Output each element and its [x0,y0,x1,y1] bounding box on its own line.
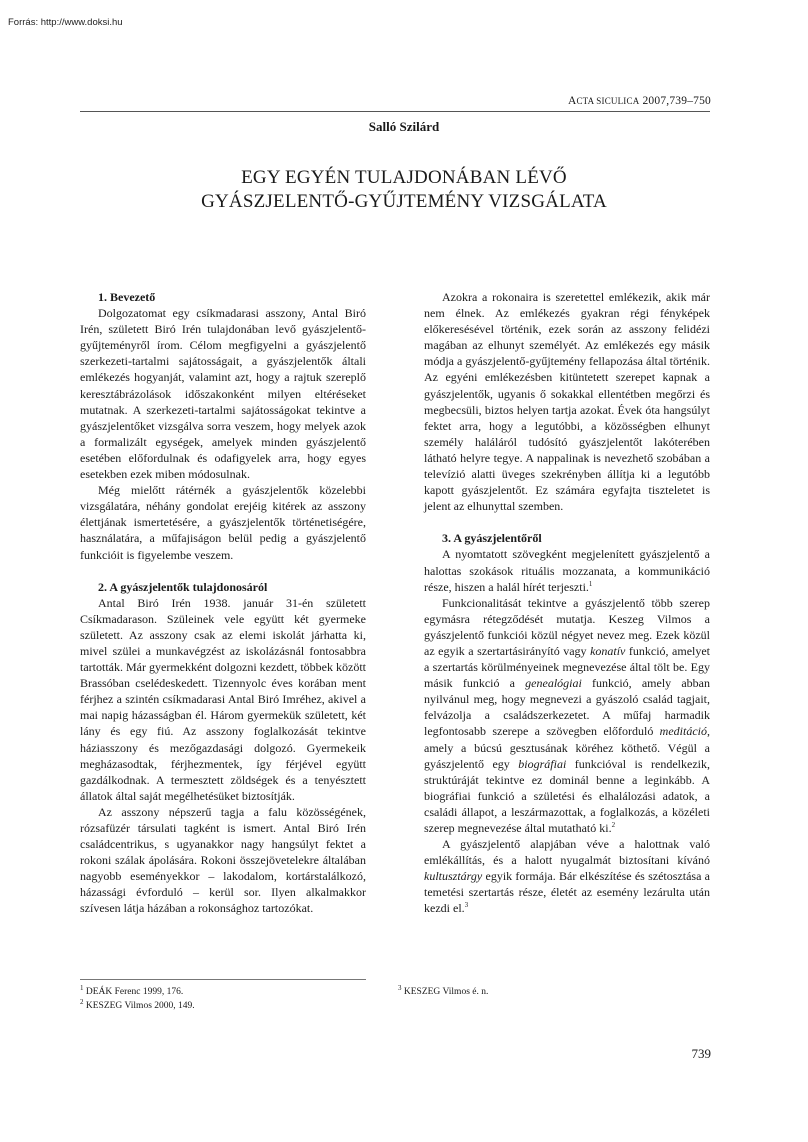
page-number: 739 [691,1046,711,1061]
footnotes-right [398,983,489,1000]
footnote: $^1$ DEÁK Ferenc 1999, 176. [80,983,184,997]
footnote-ref[interactable]: 1 [588,579,593,588]
author-name: Salló Szilárd [368,119,440,134]
header-rule [80,111,710,112]
footnote-separator [80,979,366,980]
title-line-1: EGY EGYÉN TULAJDONÁBAN LÉVŐ [241,167,567,188]
paragraph: Az asszony népszerű tagja a falu közösségének, rózsafüzér társulati tagként is ismert. Antal Biró Irén családcentrikus, s ugyanakkor nagy hangsúlyt fektet a rokoni szálak ápolására. Rokoni összejövetelekre általában nagyobb eseményekkor – lakodalom, kortárstalálkozó, házassági évforduló – kerül sor. Ilyen alkalmakkor szívesen látja házában a rokonsághoz tartozókat. [80,804,366,916]
journal-reference [568,95,711,107]
section-heading-2: 2. A gyászjelentők tulajdonosáról [98,579,268,594]
source-url: Forrás: http://www.doksi.hu [8,17,123,28]
article-title [0,166,808,214]
paragraph: Még mielőtt rátérnék a gyászjelentők közelebbi vizsgálatára, néhány gondolat erejéig kitérek az asszony élettjának ismertetésére, a gyászjelentők történetiségére, használatára, a műfajiságon belül pedig a gyászjelentő funkcióit is figyelembe veszem. [80,483,366,562]
left-column [80,289,366,917]
footnote: $^3$ KESZEG Vilmos é. n. [398,983,489,997]
footnote-ref[interactable]: 2 [611,821,616,829]
journal-pages: 2007,739–750 [642,95,711,107]
paragraph: A nyomtatott szövegként megjelenített gyászjelentő a halottas szokások rituális mozzanata, a kommunikáció része, hiszen a halál hírét terjeszti.$^1$ [424,547,710,594]
footnotes-left [80,983,195,1013]
paragraph: Azokra a rokonaira is szeretettel emlékezik, akik már nem élnek. Az emlékezés gyakran régi fényképek előkeresésével történik, ezek során az asszony felidézi magában az elhunyt személyét. Az emlékezés egy másik módja a gyászjelentő-gyűjtemény fellapozása által történik. Az egyéni emlékezésben kitüntetett szerepet kapnak a gyászjelentők, ugyanis ő sokakkal ellentétben megőrzi és megbecsüli, biztos helyen tartja azokat. Évek óta hangsúlyt fektet arra, hogy a legutóbbi, a közösségben elhunyt személy haláláról tudósító gyászjelentőt lakóterében látható helyre tegye. A nappalinak is nevezhető szobában a televízió alatti üveges szekrényben állítja ki a legutóbb kapott gyászjelentőt. Ez számára egyfajta tiszteletet is jelent az elhunyttal szemben. [424,290,710,514]
paragraph: Dolgozatomat egy csíkmadarasi asszony, Antal Biró Irén, született Biró Irén tulajdonában levő gyászjelentő-gyűjteményről írom. Célom megfigyelni a gyászjelentő szerkezeti-tartalmi sajátosságait, a gyászjelentők általi emlékezés hogyanját, valamint azt, hogy a rajtuk szereplő keresztábrázolások időszakonként milyen eltéréseket mutatnak. A szerkezeti-tartalmi sajátosságokat tekintve a gyászjelentőket vizsgálva sorra veszem, hogy melyek azok a formalizált egységek, amelyek minden gyászjelentő esetében előfordulnak és odafigyelek arra, hogy egyes esetekben ezek miben módosulnak. [80,306,366,482]
paragraph: Antal Biró Irén 1938. január 31-én született Csíkmadarason. Szüleinek vele együtt két gyermeke született. Az asszony csak az elemi iskolát járhatta ki, mivel szülei a munkavégzést az iskolázásnál fontosabbra tartották. Már gyermekként dolgozni kezdett, többek között Brassóban cselédeskedett. Tizennyolc éves korában ment férjhez a szintén csíkmadarasi Antal Biró Imréhez, akivel a mai napig házasságban él. Három gyermekük született, két lány és egy fiú. Az asszony foglalkozását tekintve háziasszony és mezőgazdasági dolgozó. Gyermekeik megházasodtak, férjhezmentek, így férjével együtt gazdálkodnak. A termesztett zöldségek és a tenyésztett állatok által saját megélhetésüket biztosítják. [80,595,366,803]
journal-initial: A [567,95,577,107]
journal-name: CTA SICULICA [576,96,640,106]
title-line-2: GYÁSZJELENTŐ-GYŰJTEMÉNY VIZSGÁLATA [201,191,607,212]
paragraph: A gyászjelentő alapjában véve a halottnak való emlékállítás, és a halott nyugalmát biztosítani kívánó kultusztárgy egyik formája. Bár elkészítése és szétosztása a temetési szertartás része, életét az esemény lezárulta után kezdi el.$^3$ [424,837,710,916]
section-heading-3: 3. A gyászjelentőről [442,531,542,546]
section-heading-1: 1. Bevezető [98,290,156,304]
footnote-ref[interactable]: 3 [464,901,469,910]
paragraph: Funkcionalitását tekintve a gyászjelentő több szerep egymásra rétegződését mutatja. Keszeg Vilmos a gyászjelentő funkciói közül négyet nevez meg. Ezek közül az egyik a szertartásirányító vagy konatív funkció, amelyet a szertartás körülményeinek megnevezése által tölt be. Egy másik funkció a genealógiai funkció, amely abban nyilvánul meg, hogy megnevezi a gyászoló család tagjait, felvázolja a családszerkezetet. A műfaj harmadik legfontosabb szerepe a szövegben előforduló meditáció, amely a búcsú gesztusának köréhez köthető. Végül a gyászjelentő egy biográfiai funkcióval is rendelkezik, struktúráját tekintve ez dominál benne a leginkább. A biográfiai funkció a születési és elhalálozási adatok, a családi állapot, a leszármazottak, a foglalkozás, a közéleti szerep megnevezése által mutatható ki.$^2$ [424,595,711,835]
right-column [424,289,710,917]
footnote: $^2$ KESZEG Vilmos 2000, 149. [80,997,195,1011]
